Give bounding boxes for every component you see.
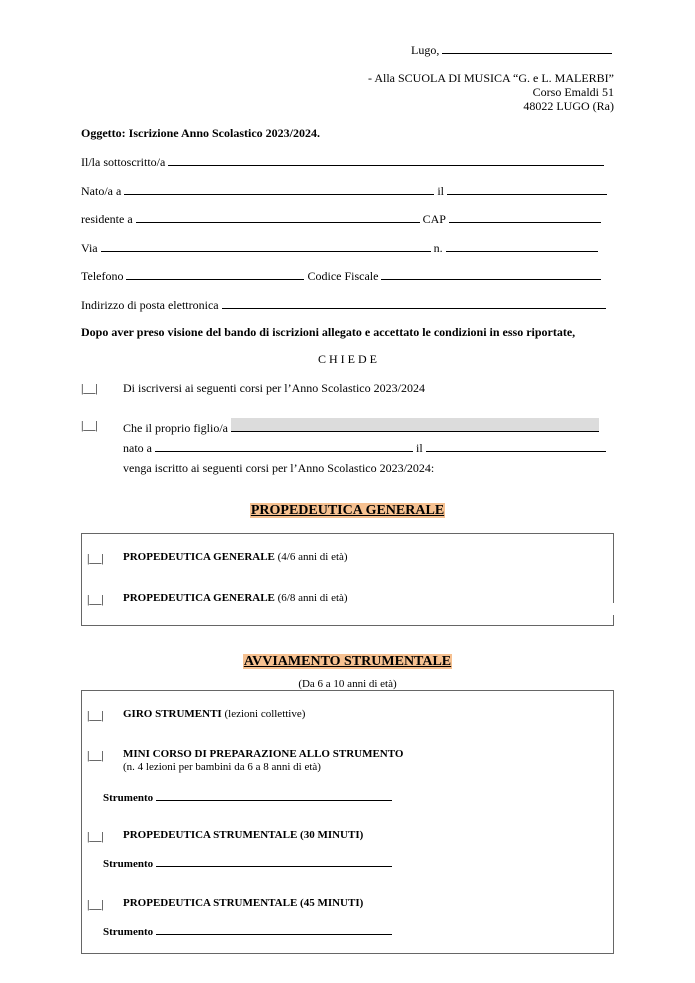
row-residence [81,211,601,227]
mini-corso-label [123,748,403,773]
propedeutica-30-label: PROPEDEUTICA STRUMENTALE (30 MINUTI) [123,829,364,841]
row-undersigned [81,154,604,170]
propedeutica-2-checkbox[interactable]: |__| [87,592,104,606]
self-enroll-label: Di iscriversi ai seguenti corsi per l’Anno Scolastico 2023/2024 [123,381,425,395]
recipient-street: Corso Emaldi 51 [532,85,614,99]
child-name-field[interactable] [231,418,599,432]
propedeutica-45-instrument-row [103,924,392,938]
border-gap [612,603,615,615]
child-row [123,418,599,436]
subject-line: Oggetto: Iscrizione Anno Scolastico 2023/2024. [81,126,320,140]
child-enroll-text: venga iscritto ai seguenti corsi per l’Anno Scolastico 2023/2024: [123,461,435,475]
born-on-label: il [437,184,444,198]
row-email [81,297,606,313]
cap-label: CAP [422,212,446,226]
giro-strumenti-name: GIRO STRUMENTI [123,708,222,720]
date-field[interactable] [442,42,612,54]
propedeutica-1-checkbox[interactable]: |__| [87,551,104,565]
child-birthdate-field[interactable] [426,440,606,452]
avviamento-title: AVVIAMENTO STRUMENTALE [243,654,452,669]
declaration-text: Dopo aver preso visione del bando di iscrizioni allegato e accettato le condizioni in esso riportate, [81,325,576,339]
recipient-address [368,71,614,113]
undersigned-label: Il/la sottoscritto/a [81,155,166,169]
propedeutica-1-detail: (4/6 anni di età) [277,551,348,563]
mini-corso-name: MINI CORSO DI PREPARAZIONE ALLO STRUMENTO [123,748,404,760]
row-contacts [81,268,601,284]
mini-corso-detail: (n. 4 lezioni per bambini da 6 a 8 anni di età) [123,761,321,773]
place-label: Lugo, [411,43,440,57]
number-label: n. [433,241,443,255]
child-birth-row [123,440,606,456]
email-field[interactable] [222,297,606,309]
propedeutica-box [81,533,614,626]
resident-label: residente a [81,212,133,226]
mini-corso-checkbox[interactable]: |__| [87,748,104,762]
recipient-city: 48022 LUGO (Ra) [523,99,614,113]
child-birthplace-field[interactable] [155,440,413,452]
propedeutica-30-instrument-field[interactable] [156,856,392,867]
self-enroll-checkbox[interactable]: |__| [81,381,98,395]
child-born-label: nato a [123,441,152,455]
request-heading: C H I E D E [318,352,377,366]
giro-strumenti-detail: (lezioni collettive) [224,708,306,720]
propedeutica-45-checkbox[interactable]: |__| [87,897,104,911]
instrument-label: Strumento [103,858,154,870]
born-in-label: Nato/a a [81,184,122,198]
email-label: Indirizzo di posta elettronica [81,298,219,312]
propedeutica-1-label [123,551,348,563]
giro-strumenti-checkbox[interactable]: |__| [87,708,104,722]
child-label: Che il proprio figlio/a [123,421,228,435]
propedeutica-2-detail: (6/8 anni di età) [277,592,348,604]
child-enroll-checkbox[interactable]: |__| [81,418,98,432]
undersigned-field[interactable] [168,154,604,166]
instrument-label: Strumento [103,926,154,938]
cap-field[interactable] [449,211,601,223]
instrument-label: Strumento [103,792,154,804]
row-birth [81,183,607,199]
propedeutica-2-name: PROPEDEUTICA GENERALE [123,592,275,604]
giro-strumenti-label [123,708,305,720]
child-on-label: il [416,441,423,455]
propedeutica-30-instrument-row [103,856,392,870]
propedeutica-2-label [123,592,348,604]
recipient-school: - Alla SCUOLA DI MUSICA “G. e L. MALERBI” [368,71,614,85]
via-label: Via [81,241,98,255]
row-street [81,240,598,256]
propedeutica-title: PROPEDEUTICA GENERALE [250,503,445,518]
residence-field[interactable] [136,211,420,223]
street-number-field[interactable] [446,240,598,252]
birthdate-field[interactable] [447,183,607,195]
propedeutica-30-checkbox[interactable]: |__| [87,829,104,843]
place-date-line [411,42,612,58]
propedeutica-45-instrument-field[interactable] [156,924,392,935]
propedeutica-45-label: PROPEDEUTICA STRUMENTALE (45 MINUTI) [123,897,364,909]
tax-code-label: Codice Fiscale [307,269,379,283]
avviamento-heading [0,654,695,670]
avviamento-box [81,690,614,954]
phone-field[interactable] [126,268,304,280]
propedeutica-1-name: PROPEDEUTICA GENERALE [123,551,275,563]
mini-corso-instrument-row [103,790,392,804]
phone-label: Telefono [81,269,124,283]
birthplace-field[interactable] [124,183,434,195]
mini-corso-instrument-field[interactable] [156,790,392,801]
propedeutica-heading [0,503,695,519]
tax-code-field[interactable] [381,268,601,280]
avviamento-subtitle: (Da 6 a 10 anni di età) [298,678,397,690]
street-field[interactable] [101,240,431,252]
